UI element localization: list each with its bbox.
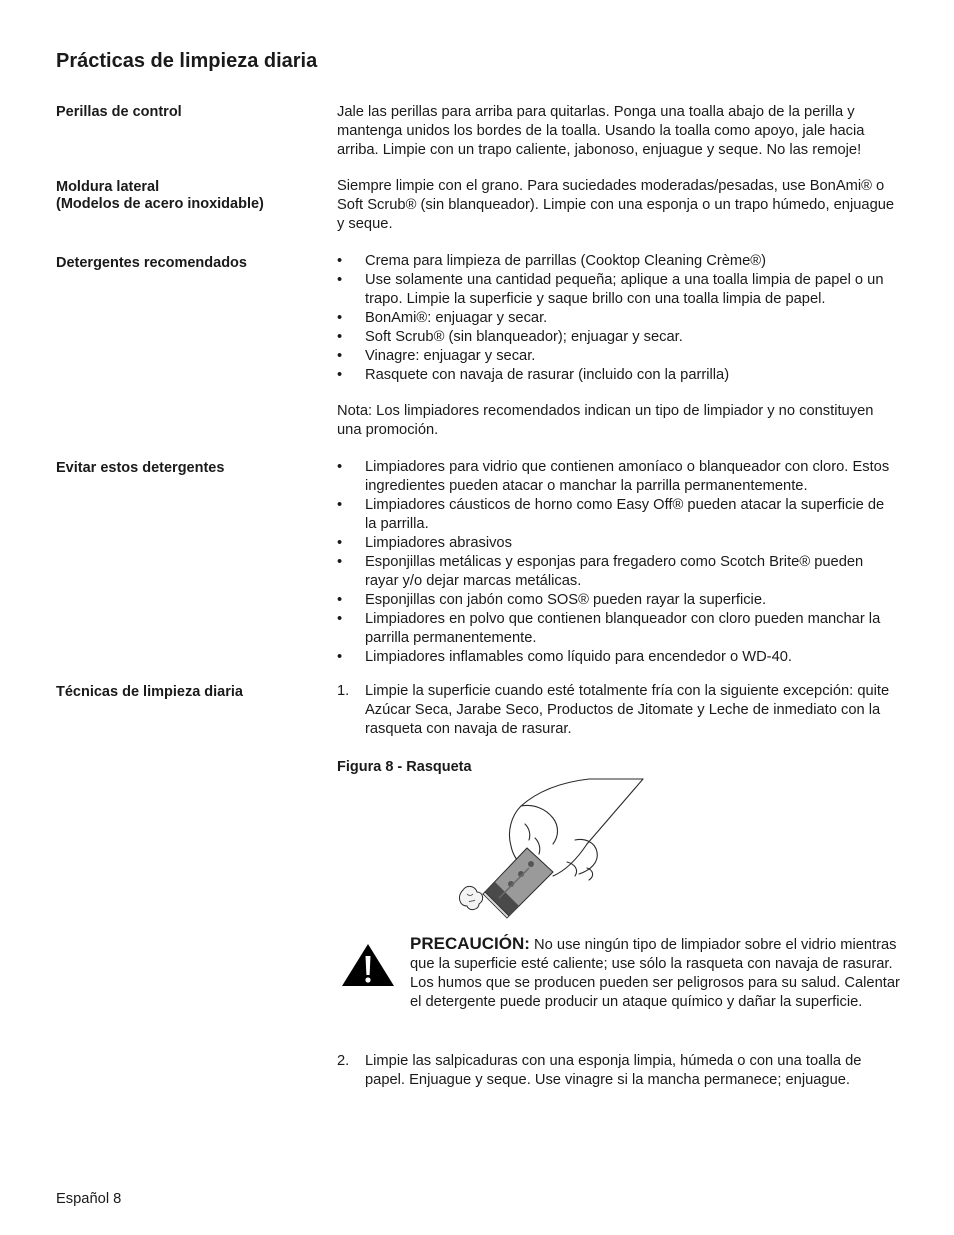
bullet-mark: • [337, 348, 343, 364]
bullet-mark: • [337, 310, 343, 326]
list-item-text: Limpiadores cáusticos de horno como Easy Off® pueden atacar la superficie de la parrilla. [365, 497, 885, 532]
list-item [337, 366, 899, 385]
recommended-list [337, 252, 899, 385]
moldura-label-line1: Moldura lateral [56, 179, 160, 195]
bullet-mark: • [337, 367, 343, 383]
steps-list-2 [337, 1052, 899, 1090]
caution-block [410, 934, 900, 1012]
section-label-moldura [56, 179, 326, 213]
bullet-mark: • [337, 497, 343, 513]
bullet-mark: • [337, 459, 343, 475]
note-paragraph: Nota: Los limpiadores recomendados indican un tipo de limpiador y no constituyen una promoción. [337, 403, 874, 438]
bullet-mark: • [337, 535, 343, 551]
list-item [337, 648, 899, 667]
bullet-mark: • [337, 329, 343, 345]
section-text-perillas [337, 103, 899, 160]
bullet-mark: • [337, 611, 343, 627]
recommended-note [337, 402, 899, 440]
figure-caption: Figura 8 - Rasqueta [337, 759, 472, 775]
bullet-mark: • [337, 554, 343, 570]
list-item-text: Limpiadores para vidrio que contienen amoníaco o blanqueador con cloro. Estos ingredientes pueden atacar o manchar la parrilla permanentemente. [365, 459, 890, 494]
list-item-text: Limpiadores en polvo que contienen blanqueador con cloro pueden manchar la parrilla permanentemente. [365, 611, 881, 646]
list-item-text: Esponjillas con jabón como SOS® pueden rayar la superficie. [365, 592, 767, 608]
section-text-moldura [337, 177, 899, 234]
avoid-list [337, 458, 899, 667]
section-text-recomendados [337, 252, 899, 385]
step-number: 2. [337, 1053, 350, 1069]
list-item [337, 591, 899, 610]
bullet-mark: • [337, 649, 343, 665]
section-label-evitar: Evitar estos detergentes [56, 460, 225, 476]
section-text-evitar [337, 458, 899, 667]
page-title: Prácticas de limpieza diaria [56, 50, 318, 72]
bullet-mark: • [337, 253, 343, 269]
section-label-recomendados: Detergentes recomendados [56, 255, 247, 271]
caution-text: No use ningún tipo de limpiador sobre el vidrio mientras que la superficie esté caliente; use sólo la rasqueta con navaja de rasurar. Los humos que se producen pueden ser peligrosos para su salud. Calentar el detergente puede producir un ataque químico y dañar la superficie. [410, 937, 900, 1010]
list-item-text: BonAmi®: enjuagar y secar. [365, 310, 548, 326]
list-item [337, 610, 899, 648]
list-item [337, 347, 899, 366]
warning-triangle-icon [340, 942, 396, 993]
bullet-mark: • [337, 592, 343, 608]
list-item [337, 496, 899, 534]
perillas-paragraph: Jale las perillas para arriba para quitarlas. Ponga una toalla abajo de la perilla y mantenga unidos los bordes de la toalla. Usando la toalla como apoyo, jale hacia arriba. Limpie con un trapo caliente, jabonoso, enjuague y seque. No las remoje! [337, 104, 865, 158]
list-item [337, 553, 899, 591]
list-item-text: Rasquete con navaja de rasurar (incluido con la parrilla) [365, 367, 730, 383]
moldura-label-line2: (Modelos de acero inoxidable) [56, 196, 264, 212]
step-1 [337, 682, 899, 739]
list-item-text: Limpiadores inflamables como líquido para encendedor o WD-40. [365, 649, 792, 665]
page-footer: Español 8 [56, 1191, 122, 1207]
bullet-mark: • [337, 272, 343, 288]
step-text: Limpie la superficie cuando esté totalmente fría con la siguiente excepción: quite Azúcar Seca, Jarabe Seco, Productos de Jitomate y Leche de inmediato con la rasqueta con navaja de rasurar. [365, 683, 890, 737]
step-number: 1. [337, 683, 350, 699]
list-item-text: Soft Scrub® (sin blanqueador); enjuagar y secar. [365, 329, 683, 345]
list-item-text: Crema para limpieza de parrillas (Cooktop Cleaning Crème®) [365, 253, 767, 269]
list-item [337, 1052, 899, 1090]
list-item [337, 271, 899, 309]
section-label-perillas: Perillas de control [56, 104, 182, 120]
list-item [337, 534, 899, 553]
list-item [337, 309, 899, 328]
hand-holding-scraper-icon [455, 778, 645, 920]
section-label-tecnicas: Técnicas de limpieza diaria [56, 684, 243, 700]
caution-heading: PRECAUCIÓN: [410, 934, 530, 953]
list-item [337, 458, 899, 496]
list-item-text: Limpiadores abrasivos [365, 535, 512, 551]
list-item [337, 682, 899, 739]
list-item [337, 252, 899, 271]
moldura-paragraph: Siempre limpie con el grano. Para suciedades moderadas/pesadas, use BonAmi® o Soft Scrub® (sin blanqueador). Limpie con una esponja o un trapo húmedo, enjuague y seque. [337, 178, 895, 232]
list-item-text: Use solamente una cantidad pequeña; aplique a una toalla limpia de papel o un trapo. Limpie la superficie y saque brillo con una toalla limpia de papel. [365, 272, 884, 307]
step-2 [337, 1052, 899, 1090]
scraper-illustration [455, 778, 645, 925]
step-text: Limpie las salpicaduras con una esponja limpia, húmeda o con una toalla de papel. Enjuague y seque. Use vinagre si la mancha permanece; enjuague. [365, 1053, 862, 1088]
list-item-text: Vinagre: enjuagar y secar. [365, 348, 536, 364]
steps-list-1 [337, 682, 899, 739]
list-item [337, 328, 899, 347]
list-item-text: Esponjillas metálicas y esponjas para fregadero como Scotch Brite® pueden rayar y/o dejar marcas metálicas. [365, 554, 864, 589]
